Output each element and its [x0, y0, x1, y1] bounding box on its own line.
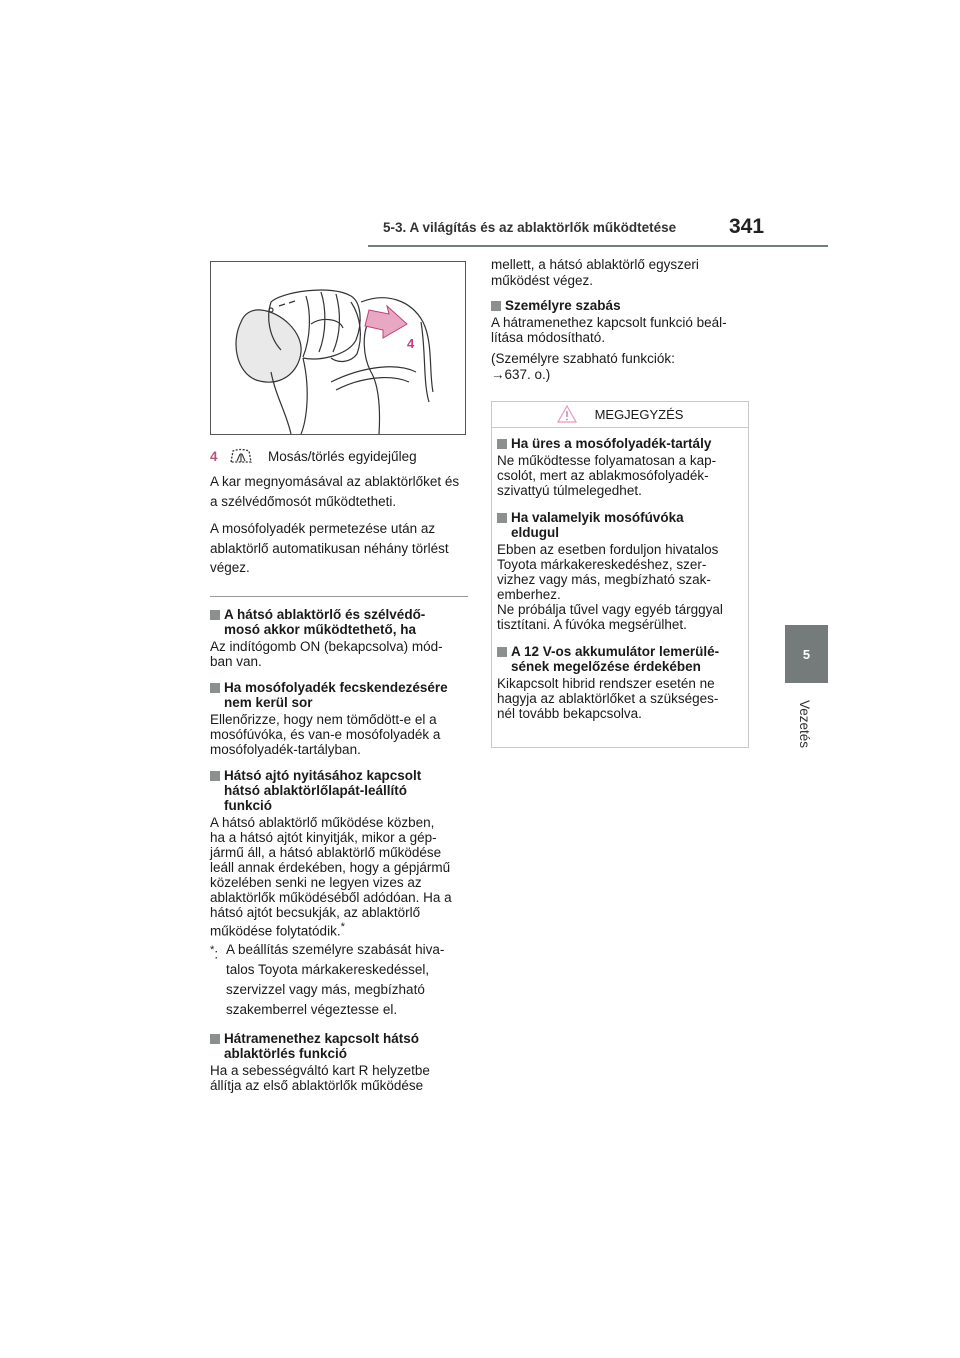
bullet-square	[491, 301, 501, 311]
page-number: 341	[729, 215, 765, 238]
section-body: A hátramenethez kapcsolt funkció beál- lítása módosítható.	[491, 315, 727, 345]
continuation-text: mellett, a hátsó ablaktörlő egyszeri működést végez.	[491, 257, 699, 288]
note-section-empty-tank	[497, 436, 745, 498]
footnote-marker: *	[340, 920, 345, 933]
section-title: Ha valamelyik mosófúvóka eldugul	[511, 510, 684, 540]
footnote-label: *:	[210, 944, 219, 962]
bullet-square	[210, 683, 220, 693]
section-body: Kikapcsolt hibrid rendszer esetén ne hagyja az ablaktörlőket a szükséges- nél tovább bekapcsolva.	[497, 676, 719, 721]
figure-callout: 4	[407, 336, 415, 351]
footnote-label-star: *	[210, 944, 215, 956]
header-rule	[368, 245, 828, 247]
chapter-label-text: Vezetés	[797, 699, 813, 749]
chapter-label	[774, 693, 836, 755]
bullet-square	[497, 647, 507, 657]
note-section-battery	[497, 644, 745, 721]
bullet-square	[497, 513, 507, 523]
page-reference-link[interactable]	[491, 367, 753, 383]
note-heading: MEGJEGYZÉS	[594, 406, 684, 422]
bullet-square	[210, 610, 220, 620]
footnote	[210, 940, 468, 1020]
note-body	[497, 436, 745, 721]
section-body	[210, 815, 468, 939]
note-header	[491, 401, 749, 427]
left-column	[210, 447, 468, 1093]
section-title: Személyre szabás	[505, 298, 621, 313]
section-title: A hátsó ablaktörlő és szélvédő- mosó akkor működtethető, ha	[224, 606, 426, 637]
section-body: Az indítógomb ON (bekapcsolva) mód- ban van.	[210, 638, 443, 669]
item-label: Mosás/törlés egyidejűleg	[268, 448, 417, 464]
bullet-square	[210, 771, 220, 781]
auto-wipe-paragraph: A mosófolyadék permetezése után az ablaktörlő automatikusan néhány törlést végez.	[210, 521, 449, 575]
section-body-text: A hátsó ablaktörlő működése közben, ha a hátsó ajtót kinyitják, mikor a gép- jármű áll, a hátsó ablaktörlő működése leáll annak érdekében, hogy a gépjármű közelében senki ne legyen vizes az ablaktörlők működéséből adódóan. Ha a hátsó ajtót becsukják, az ablaktörlő működése folytatódik.	[210, 814, 452, 938]
wiper-lever-illustration	[210, 261, 466, 435]
section-body: Ne működtesse folyamatosan a kap- csolót, mert az ablakmosófolyadék- szivattyú túlmelegedhet.	[497, 453, 717, 498]
wiper-lever-drawing	[211, 262, 465, 434]
item-4	[210, 447, 468, 465]
chapter-tab[interactable]: 5	[785, 625, 828, 683]
note-separator	[491, 427, 749, 428]
item-number: 4	[210, 448, 218, 464]
right-column	[491, 257, 753, 383]
warning-triangle-icon	[557, 405, 577, 423]
section-back-door-stop	[210, 768, 468, 1021]
section-body: Ebben az esetben forduljon hivatalos Toyota márkakereskedéshez, szer- vizhez vagy más, megbízható szak- emberhez. Ne próbálja tűvel vagy egyéb tárggyal tisztítani. A fúvóka megsérülhet.	[497, 542, 723, 632]
push-arrow	[365, 306, 407, 338]
footnote-text: A beállítás személyre szabását hiva- talos Toyota márkakereskedéssel, szervizzel vagy más, megbízható szakemberrel végeztesse el.	[226, 942, 445, 1017]
section-divider	[210, 596, 468, 597]
section-reverse-wiping	[210, 1031, 468, 1093]
section-rear-wiper-conditions	[210, 607, 468, 669]
note-section-clogged-nozzle	[497, 510, 745, 632]
section-title: 5-3. A világítás és az ablaktörlők működtetése	[383, 220, 677, 235]
section-title: Hátsó ajtó nyitásához kapcsolt hátsó ablaktörlőlapát-leállító funkció	[224, 767, 422, 813]
bullet-square	[210, 1034, 220, 1044]
section-title: Ha üres a mosófolyadék-tartály	[511, 436, 712, 451]
section-title: Ha mosófolyadék fecskendezésére nem kerül sor	[224, 679, 448, 710]
lever-paragraph: A kar megnyomásával az ablaktörlőket és a szélvédőmosót működtetheti.	[210, 474, 460, 509]
washer-wiper-icon	[228, 447, 254, 465]
section-customization	[491, 298, 753, 383]
section-body: Ha a sebességváltó kart R helyzetbe állítja az első ablaktörlők működése	[210, 1063, 430, 1093]
ref-page: 637. o.)	[504, 367, 551, 382]
bullet-square	[497, 439, 507, 449]
section-no-spray	[210, 680, 468, 757]
section-body: Ellenőrizze, hogy nem tömődött-e el a mosófúvóka, és van-e mosófolyadék a mosófolyadék-tartályban.	[210, 711, 441, 757]
customization-ref: (Személyre szabható funkciók:	[491, 351, 675, 366]
section-title: Hátramenethez kapcsolt hátsó ablaktörlés funkció	[224, 1031, 420, 1061]
section-title: A 12 V-os akkumulátor lemerülé- sének megelőzése érdekében	[511, 644, 720, 674]
ref-arrow: →	[491, 367, 505, 382]
